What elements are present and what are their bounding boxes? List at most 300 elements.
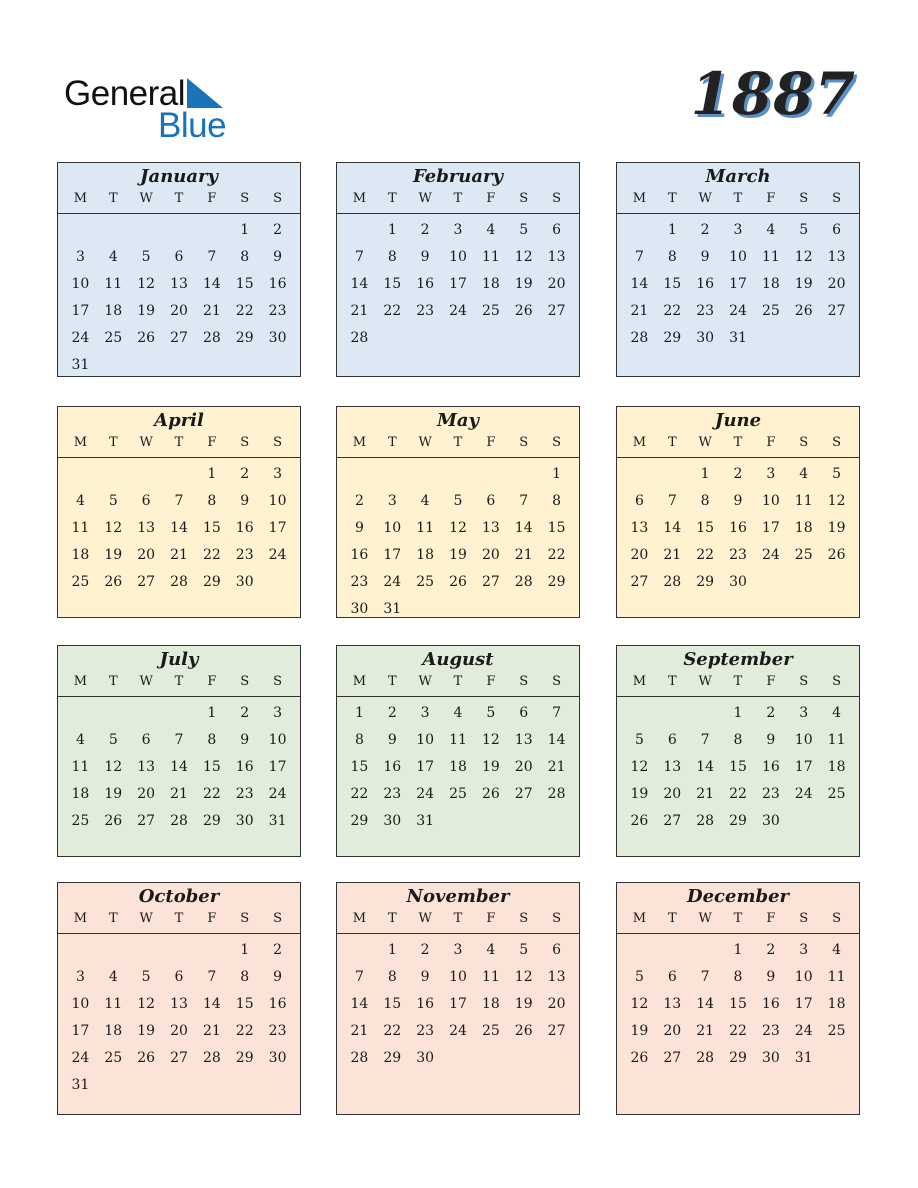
day-cell: 11 xyxy=(761,249,780,265)
day-cell: 28 xyxy=(547,786,566,802)
day-cell: 18 xyxy=(416,547,435,563)
weekday-header xyxy=(617,433,859,458)
weekday-header xyxy=(337,189,579,214)
day-cell: 1 xyxy=(552,466,562,482)
day-cell: 20 xyxy=(481,547,500,563)
day-cell: 21 xyxy=(202,303,221,319)
weekday-label: M xyxy=(632,191,647,206)
day-cell: 19 xyxy=(137,303,156,319)
day-cell: 12 xyxy=(514,249,533,265)
day-cell: 16 xyxy=(416,996,435,1012)
day-cell: 31 xyxy=(383,601,402,617)
weekday-header xyxy=(337,672,579,697)
day-cell: 24 xyxy=(268,786,287,802)
day-cell: 6 xyxy=(486,493,496,509)
day-cell: 17 xyxy=(794,759,813,775)
day-cell: 17 xyxy=(71,1023,90,1039)
day-cell: 19 xyxy=(827,520,846,536)
month-february xyxy=(336,162,580,377)
day-cell: 28 xyxy=(170,813,188,829)
day-cell: 25 xyxy=(104,330,123,346)
day-cell: 5 xyxy=(108,732,118,748)
day-cell: 29 xyxy=(696,574,715,590)
day-cell: 12 xyxy=(794,249,813,265)
day-cell: 27 xyxy=(827,303,846,319)
day-empty xyxy=(623,938,656,965)
day-cell: 14 xyxy=(350,276,369,292)
day-cell: 24 xyxy=(794,786,813,802)
day-cell: 20 xyxy=(827,276,846,292)
day-cell: 16 xyxy=(761,996,780,1012)
logo-triangle-icon xyxy=(187,78,225,108)
weekday-label: W xyxy=(698,911,712,926)
day-cell: 20 xyxy=(547,276,566,292)
day-empty xyxy=(689,938,722,965)
weekday-label: M xyxy=(352,191,367,206)
weekday-label: S xyxy=(273,911,283,926)
logo xyxy=(64,74,244,144)
weekday-label: W xyxy=(139,435,153,450)
weekday-label: T xyxy=(733,911,743,926)
day-cell: 18 xyxy=(481,276,500,292)
day-empty xyxy=(97,938,130,965)
weekday-label: F xyxy=(766,911,776,926)
day-cell: 14 xyxy=(663,520,682,536)
day-cell: 24 xyxy=(383,574,402,590)
day-cell: 17 xyxy=(761,520,780,536)
day-cell: 18 xyxy=(71,547,90,563)
day-empty xyxy=(474,462,507,489)
day-cell: 26 xyxy=(630,813,649,829)
day-cell: 4 xyxy=(832,705,842,721)
weekday-label: S xyxy=(552,674,562,689)
day-cell: 15 xyxy=(235,276,254,292)
day-cell: 18 xyxy=(104,303,123,319)
day-cell: 13 xyxy=(630,520,649,536)
day-cell: 11 xyxy=(794,493,813,509)
day-cell: 9 xyxy=(273,969,283,985)
day-cell: 19 xyxy=(104,547,123,563)
day-cell: 13 xyxy=(170,996,188,1012)
day-cell: 28 xyxy=(663,574,682,590)
day-cell: 8 xyxy=(700,493,710,509)
month-name: September xyxy=(683,649,793,670)
month-june xyxy=(616,406,860,618)
day-cell: 15 xyxy=(235,996,254,1012)
day-cell: 4 xyxy=(75,732,85,748)
day-cell: 5 xyxy=(634,969,644,985)
day-cell: 7 xyxy=(552,705,562,721)
day-cell: 23 xyxy=(696,303,715,319)
day-cell: 31 xyxy=(268,813,287,829)
day-cell: 22 xyxy=(383,303,402,319)
weekday-label: W xyxy=(418,911,432,926)
month-name: April xyxy=(154,410,204,431)
day-cell: 6 xyxy=(832,222,842,238)
day-cell: 13 xyxy=(663,759,682,775)
day-cell: 2 xyxy=(387,705,397,721)
day-cell: 3 xyxy=(733,222,743,238)
day-cell: 26 xyxy=(104,813,123,829)
day-empty xyxy=(97,218,130,245)
day-cell: 20 xyxy=(137,547,156,563)
day-cell: 15 xyxy=(350,759,369,775)
day-cell: 10 xyxy=(268,732,287,748)
day-cell: 13 xyxy=(547,249,566,265)
day-empty xyxy=(623,701,656,728)
day-cell: 2 xyxy=(766,942,776,958)
day-cell: 23 xyxy=(383,786,402,802)
day-empty xyxy=(343,938,376,965)
day-grid xyxy=(58,214,300,380)
day-cell: 20 xyxy=(547,996,566,1012)
weekday-label: W xyxy=(418,191,432,206)
day-cell: 29 xyxy=(202,574,221,590)
day-cell: 9 xyxy=(240,732,250,748)
weekday-label: T xyxy=(387,435,397,450)
day-grid xyxy=(617,934,859,1073)
day-cell: 22 xyxy=(202,786,221,802)
weekday-header xyxy=(337,909,579,934)
day-cell: 6 xyxy=(174,249,184,265)
day-cell: 17 xyxy=(449,276,467,292)
day-cell: 15 xyxy=(202,520,221,536)
weekday-label: S xyxy=(799,911,809,926)
day-cell: 1 xyxy=(207,705,217,721)
day-cell: 26 xyxy=(137,1050,156,1066)
day-cell: 25 xyxy=(827,1023,846,1039)
day-empty xyxy=(130,462,163,489)
weekday-label: S xyxy=(799,191,809,206)
day-cell: 14 xyxy=(630,276,649,292)
month-name: January xyxy=(140,166,218,187)
weekday-label: S xyxy=(552,911,562,926)
day-empty xyxy=(64,938,97,965)
day-cell: 27 xyxy=(137,574,156,590)
weekday-label: F xyxy=(486,191,496,206)
day-cell: 23 xyxy=(416,303,435,319)
day-grid xyxy=(617,458,859,597)
weekday-label: F xyxy=(766,674,776,689)
day-cell: 3 xyxy=(75,969,85,985)
day-cell: 21 xyxy=(350,1023,369,1039)
day-cell: 23 xyxy=(268,1023,287,1039)
day-cell: 25 xyxy=(449,786,467,802)
day-cell: 18 xyxy=(827,759,846,775)
day-cell: 8 xyxy=(667,249,677,265)
day-cell: 3 xyxy=(799,705,809,721)
weekday-label: S xyxy=(273,435,283,450)
weekday-header xyxy=(58,909,300,934)
weekday-label: F xyxy=(207,191,217,206)
day-empty xyxy=(163,218,196,245)
day-empty xyxy=(376,462,409,489)
day-empty xyxy=(163,462,196,489)
day-cell: 18 xyxy=(71,786,90,802)
day-cell: 27 xyxy=(170,1050,188,1066)
day-cell: 11 xyxy=(827,969,846,985)
weekday-label: T xyxy=(453,911,463,926)
day-cell: 16 xyxy=(696,276,715,292)
day-cell: 19 xyxy=(630,786,649,802)
day-cell: 8 xyxy=(354,732,364,748)
weekday-label: T xyxy=(453,435,463,450)
day-cell: 18 xyxy=(761,276,780,292)
day-cell: 6 xyxy=(519,705,529,721)
day-cell: 2 xyxy=(273,222,283,238)
day-cell: 5 xyxy=(141,969,151,985)
day-cell: 6 xyxy=(667,969,677,985)
day-cell: 11 xyxy=(449,732,467,748)
day-empty xyxy=(64,701,97,728)
day-cell: 5 xyxy=(453,493,463,509)
day-cell: 25 xyxy=(104,1050,123,1066)
day-grid xyxy=(58,934,300,1100)
day-empty xyxy=(195,218,228,245)
month-name: July xyxy=(159,649,199,670)
day-cell: 7 xyxy=(700,732,710,748)
weekday-label: M xyxy=(352,435,367,450)
day-cell: 22 xyxy=(350,786,369,802)
weekday-label: W xyxy=(139,911,153,926)
day-cell: 15 xyxy=(663,276,682,292)
day-cell: 8 xyxy=(240,969,250,985)
month-august xyxy=(336,645,580,857)
day-cell: 2 xyxy=(420,942,430,958)
day-cell: 24 xyxy=(71,1050,90,1066)
weekday-label: F xyxy=(486,674,496,689)
day-cell: 8 xyxy=(733,732,743,748)
day-cell: 18 xyxy=(827,996,846,1012)
day-cell: 24 xyxy=(416,786,435,802)
month-name: October xyxy=(138,886,220,907)
weekday-label: S xyxy=(832,191,842,206)
weekday-header xyxy=(58,672,300,697)
day-grid xyxy=(617,697,859,836)
day-cell: 6 xyxy=(174,969,184,985)
day-cell: 26 xyxy=(449,574,467,590)
day-cell: 29 xyxy=(547,574,566,590)
weekday-label: W xyxy=(698,674,712,689)
day-cell: 5 xyxy=(519,942,529,958)
day-empty xyxy=(623,218,656,245)
day-cell: 16 xyxy=(350,547,369,563)
day-cell: 27 xyxy=(137,813,156,829)
day-cell: 17 xyxy=(729,276,747,292)
day-cell: 11 xyxy=(416,520,435,536)
day-cell: 25 xyxy=(481,1023,500,1039)
day-cell: 17 xyxy=(71,303,90,319)
day-cell: 3 xyxy=(387,493,397,509)
day-cell: 12 xyxy=(104,759,123,775)
weekday-header xyxy=(617,189,859,214)
weekday-label: F xyxy=(207,435,217,450)
day-cell: 16 xyxy=(235,759,254,775)
day-cell: 28 xyxy=(514,574,533,590)
day-cell: 15 xyxy=(729,996,747,1012)
day-cell: 25 xyxy=(761,303,780,319)
weekday-header xyxy=(58,433,300,458)
month-december xyxy=(616,882,860,1115)
day-cell: 25 xyxy=(827,786,846,802)
day-cell: 2 xyxy=(420,222,430,238)
weekday-label: S xyxy=(519,435,529,450)
day-cell: 15 xyxy=(383,996,402,1012)
day-cell: 17 xyxy=(416,759,435,775)
day-cell: 1 xyxy=(733,705,743,721)
day-cell: 13 xyxy=(137,759,156,775)
month-name: December xyxy=(686,886,790,907)
day-empty xyxy=(97,462,130,489)
day-cell: 13 xyxy=(514,732,533,748)
day-cell: 8 xyxy=(733,969,743,985)
day-cell: 9 xyxy=(420,249,430,265)
day-cell: 24 xyxy=(794,1023,813,1039)
day-cell: 1 xyxy=(387,222,397,238)
day-cell: 9 xyxy=(240,493,250,509)
day-cell: 4 xyxy=(108,249,118,265)
day-cell: 15 xyxy=(729,759,747,775)
day-cell: 8 xyxy=(240,249,250,265)
day-cell: 30 xyxy=(696,330,715,346)
day-empty xyxy=(130,938,163,965)
weekday-header xyxy=(617,909,859,934)
weekday-label: S xyxy=(832,911,842,926)
day-cell: 14 xyxy=(202,276,221,292)
day-cell: 26 xyxy=(104,574,123,590)
day-cell: 4 xyxy=(453,705,463,721)
day-cell: 23 xyxy=(268,303,287,319)
day-cell: 27 xyxy=(663,813,682,829)
day-cell: 5 xyxy=(519,222,529,238)
month-april xyxy=(57,406,301,618)
day-empty xyxy=(163,701,196,728)
month-march xyxy=(616,162,860,377)
day-cell: 7 xyxy=(174,493,184,509)
day-cell: 10 xyxy=(761,493,780,509)
weekday-label: T xyxy=(174,674,184,689)
day-cell: 2 xyxy=(733,466,743,482)
weekday-label: S xyxy=(240,191,250,206)
day-cell: 28 xyxy=(202,330,221,346)
day-cell: 6 xyxy=(667,732,677,748)
weekday-label: S xyxy=(273,674,283,689)
day-cell: 29 xyxy=(663,330,682,346)
month-january xyxy=(57,162,301,377)
day-empty xyxy=(130,701,163,728)
day-cell: 31 xyxy=(794,1050,813,1066)
day-cell: 5 xyxy=(486,705,496,721)
day-cell: 3 xyxy=(420,705,430,721)
weekday-label: T xyxy=(174,435,184,450)
weekday-label: M xyxy=(73,674,88,689)
day-cell: 13 xyxy=(663,996,682,1012)
day-cell: 1 xyxy=(207,466,217,482)
day-cell: 8 xyxy=(387,249,397,265)
day-cell: 12 xyxy=(137,996,156,1012)
day-cell: 2 xyxy=(354,493,364,509)
day-cell: 12 xyxy=(104,520,123,536)
weekday-label: M xyxy=(632,435,647,450)
day-cell: 21 xyxy=(170,786,188,802)
day-cell: 1 xyxy=(733,942,743,958)
day-cell: 1 xyxy=(667,222,677,238)
weekday-label: M xyxy=(73,191,88,206)
day-cell: 26 xyxy=(794,303,813,319)
day-cell: 7 xyxy=(700,969,710,985)
day-cell: 18 xyxy=(104,1023,123,1039)
day-cell: 16 xyxy=(235,520,254,536)
day-cell: 26 xyxy=(481,786,500,802)
day-cell: 9 xyxy=(733,493,743,509)
weekday-label: F xyxy=(766,435,776,450)
weekday-label: M xyxy=(632,911,647,926)
weekday-label: S xyxy=(519,911,529,926)
day-cell: 23 xyxy=(761,786,780,802)
day-cell: 8 xyxy=(207,493,217,509)
day-cell: 25 xyxy=(71,574,90,590)
day-cell: 29 xyxy=(383,1050,402,1066)
weekday-label: T xyxy=(733,191,743,206)
day-cell: 30 xyxy=(729,574,747,590)
weekday-label: M xyxy=(632,674,647,689)
day-cell: 27 xyxy=(547,303,566,319)
day-cell: 4 xyxy=(832,942,842,958)
weekday-label: T xyxy=(387,191,397,206)
day-cell: 16 xyxy=(383,759,402,775)
day-cell: 3 xyxy=(273,466,283,482)
day-cell: 26 xyxy=(827,547,846,563)
day-cell: 18 xyxy=(449,759,467,775)
month-october xyxy=(57,882,301,1115)
weekday-label: W xyxy=(139,191,153,206)
day-cell: 4 xyxy=(486,222,496,238)
day-cell: 1 xyxy=(354,705,364,721)
day-cell: 22 xyxy=(235,303,254,319)
day-cell: 19 xyxy=(104,786,123,802)
day-cell: 16 xyxy=(729,520,747,536)
day-cell: 28 xyxy=(350,330,369,346)
day-cell: 28 xyxy=(696,1050,715,1066)
day-cell: 24 xyxy=(71,330,90,346)
day-cell: 27 xyxy=(514,786,533,802)
logo-word-general: General xyxy=(64,74,186,113)
day-empty xyxy=(64,462,97,489)
day-cell: 28 xyxy=(350,1050,369,1066)
day-cell: 20 xyxy=(630,547,649,563)
day-cell: 22 xyxy=(729,786,747,802)
day-cell: 14 xyxy=(202,996,221,1012)
day-cell: 5 xyxy=(634,732,644,748)
weekday-label: S xyxy=(552,435,562,450)
day-cell: 19 xyxy=(514,276,533,292)
day-cell: 22 xyxy=(696,547,715,563)
day-cell: 12 xyxy=(630,996,649,1012)
day-cell: 13 xyxy=(547,969,566,985)
day-cell: 1 xyxy=(240,222,250,238)
day-cell: 10 xyxy=(449,249,467,265)
day-cell: 26 xyxy=(137,330,156,346)
day-cell: 29 xyxy=(235,1050,254,1066)
day-cell: 12 xyxy=(630,759,649,775)
day-cell: 9 xyxy=(700,249,710,265)
day-cell: 14 xyxy=(514,520,533,536)
day-cell: 10 xyxy=(794,732,813,748)
day-cell: 24 xyxy=(729,303,747,319)
day-cell: 17 xyxy=(268,759,287,775)
day-cell: 27 xyxy=(630,574,649,590)
weekday-label: F xyxy=(207,674,217,689)
